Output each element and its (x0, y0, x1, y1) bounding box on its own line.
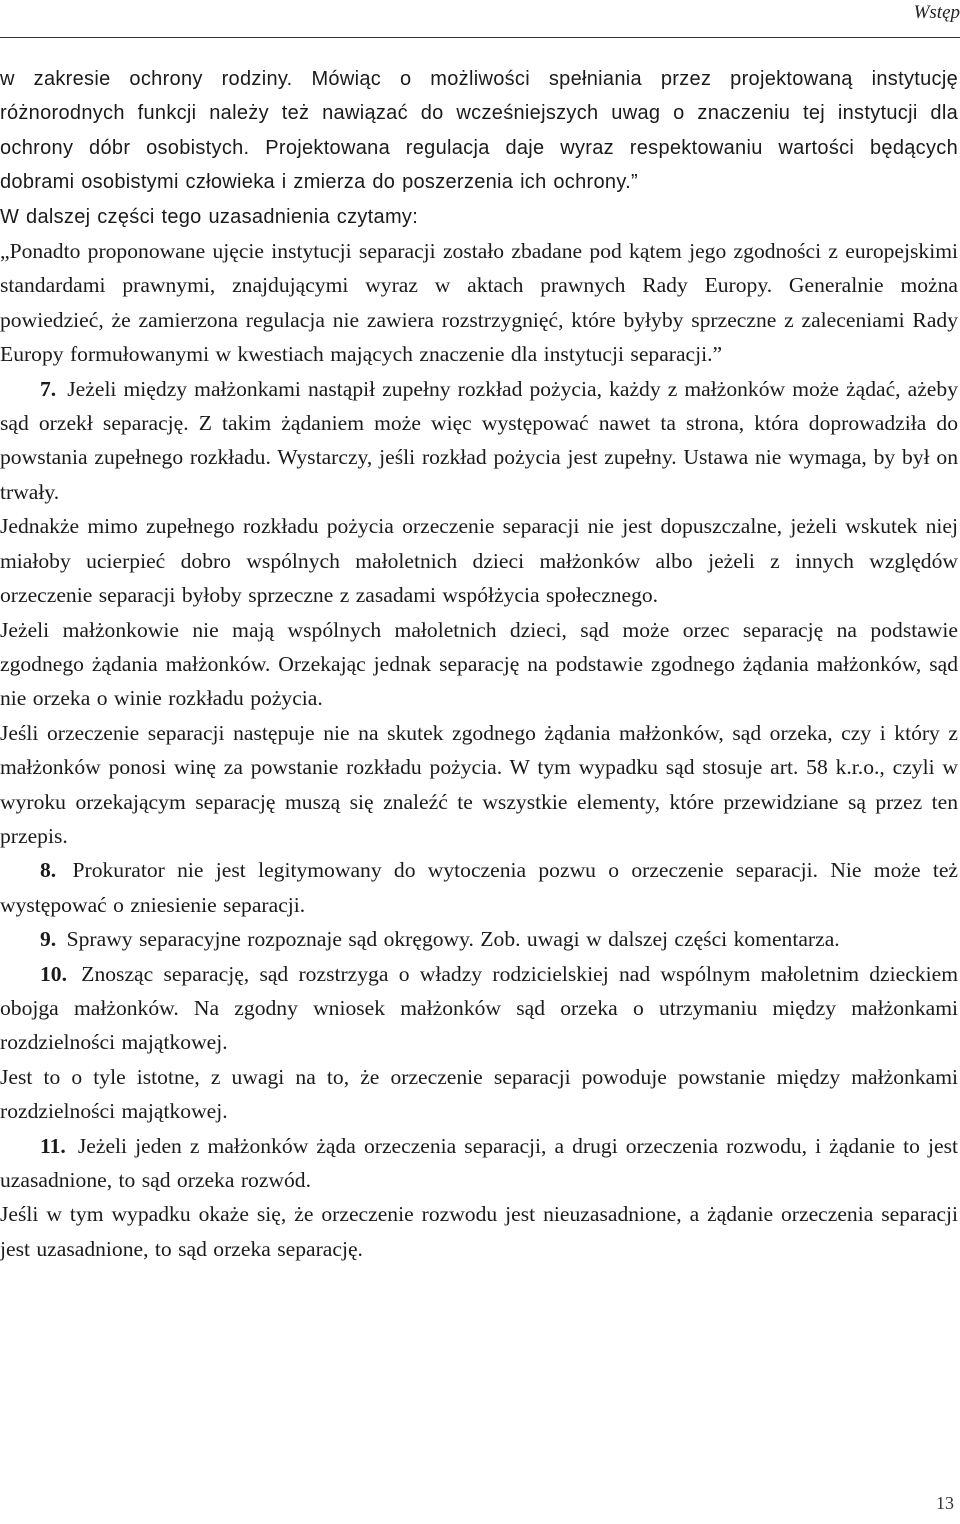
paragraph (0, 1060, 958, 1129)
header-rule (0, 37, 960, 38)
paragraph-number: 9. (40, 927, 57, 952)
paragraph-text: Jeśli w tym wypadku okaże się, że orzeczenie rozwodu jest nieuzasadnione, a żądanie orzeczenia separacji jest uzasadnione, to sąd orzeka separację. (0, 1202, 958, 1261)
paragraph-text: Prokurator nie jest legitymowany do wytoczenia pozwu o orzeczenie separacji. Nie może też występować o zniesienie separacji. (0, 858, 958, 917)
paragraph-text: w zakresie ochrony rodziny. Mówiąc o możliwości spełniania przez projektowaną instytucję różnorodnych funkcji należy też nawiązać do wcześniejszych uwag o znaczeniu tej instytucji dla ochrony dóbr osobistych. Projektowana regulacja daje wyraz respektowaniu wartości będących dobrami osobistymi człowieka i zmierza do poszerzenia ich ochrony.” (0, 68, 958, 194)
paragraph-text: Znosząc separację, sąd rozstrzyga o władzy rodzicielskiej nad wspólnym małoletnim dzieckiem obojga małżonków. Na zgodny wniosek małżonków sąd orzeka o utrzymaniu między małżonkami rozdzielności majątkowej. (0, 961, 958, 1055)
paragraph-number: 10. (40, 961, 67, 986)
paragraph-number: 7. (40, 376, 57, 401)
paragraph-text: Jest to o tyle istotne, z uwagi na to, że orzeczenie separacji powoduje powstanie między małżonkami rozdzielności majątkowej. (0, 1064, 958, 1124)
paragraph-text: Sprawy separacyjne rozpoznaje sąd okręgowy. Zob. uwagi w dalszej części komentarza. (66, 927, 840, 952)
paragraph (0, 509, 958, 612)
paragraph-text: W dalszej części tego uzasadnienia czytamy: (0, 205, 419, 228)
page-body (0, 62, 958, 1266)
paragraph-10 (0, 957, 958, 1060)
paragraph-7 (0, 372, 958, 510)
paragraph (0, 716, 958, 854)
paragraph-intro (0, 200, 958, 234)
paragraph-number: 8. (40, 858, 57, 883)
paragraph-text: Jeżeli jeden z małżonków żąda orzeczenia separacji, a drugi orzeczenia rozwodu, i żądanie to jest uzasadnione, to sąd orzeka rozwód. (0, 1133, 958, 1192)
paragraph-text: „Ponadto proponowane ujęcie instytucji separacji zostało zbadane pod kątem jego zgodności z europejskimi standardami prawnymi, znajdującymi wyraz w aktach prawnych Rady Europy. Generalnie można powiedzieć, że zamierzona regulacja nie zawiera rozstrzygnięć, które byłyby sprzeczne z zaleceniami Rady Europy formułowanymi w kwestiach mających znaczenie dla instytucji separacji.” (0, 239, 958, 367)
paragraph-11 (0, 1129, 958, 1198)
running-header-section: Wstęp (913, 2, 960, 23)
paragraph-number: 11. (40, 1133, 66, 1158)
paragraph-text: Jednakże mimo zupełnego rozkładu pożycia orzeczenie separacji nie jest dopuszczalne, jeżeli wskutek niej miałoby ucierpieć dobro wspólnych małoletnich dzieci małżonków albo jeżeli z innych względów orzeczenie separacji byłoby sprzeczne z zasadami współżycia społecznego. (0, 514, 958, 608)
paragraph-quote (0, 234, 958, 372)
paragraph-text: Jeśli orzeczenie separacji następuje nie na skutek zgodnego żądania małżonków, sąd orzeka, czy i który z małżonków ponosi winę za powstanie rozkładu pożycia. W tym wypadku sąd stosuje art. 58 k.r.o., czyli w wyroku orzekającym separację muszą się znaleźć te wszystkie elementy, które przewidziane są przez ten przepis. (0, 720, 958, 848)
paragraph (0, 1197, 958, 1266)
paragraph-quote-end (0, 62, 958, 200)
paragraph-text: Jeżeli między małżonkami nastąpił zupełny rozkład pożycia, każdy z małżonków może żądać, ażeby sąd orzekł separację. Z takim żądaniem może więc występować nawet ta strona, która doprowadziła do powstania zupełnego rozkładu. Wystarczy, jeśli rozkład pożycia jest zupełny. Ustawa nie wymaga, by był on trwały. (0, 376, 958, 504)
page-number: 13 (936, 1493, 954, 1513)
paragraph (0, 613, 958, 716)
paragraph-text: Jeżeli małżonkowie nie mają wspólnych małoletnich dzieci, sąd może orzec separację na podstawie zgodnego żądania małżonków. Orzekając jednak separację na podstawie zgodnego żądania małżonków, sąd nie orzeka o winie rozkładu pożycia. (0, 617, 958, 711)
paragraph-8 (0, 853, 958, 922)
paragraph-9 (0, 922, 958, 956)
